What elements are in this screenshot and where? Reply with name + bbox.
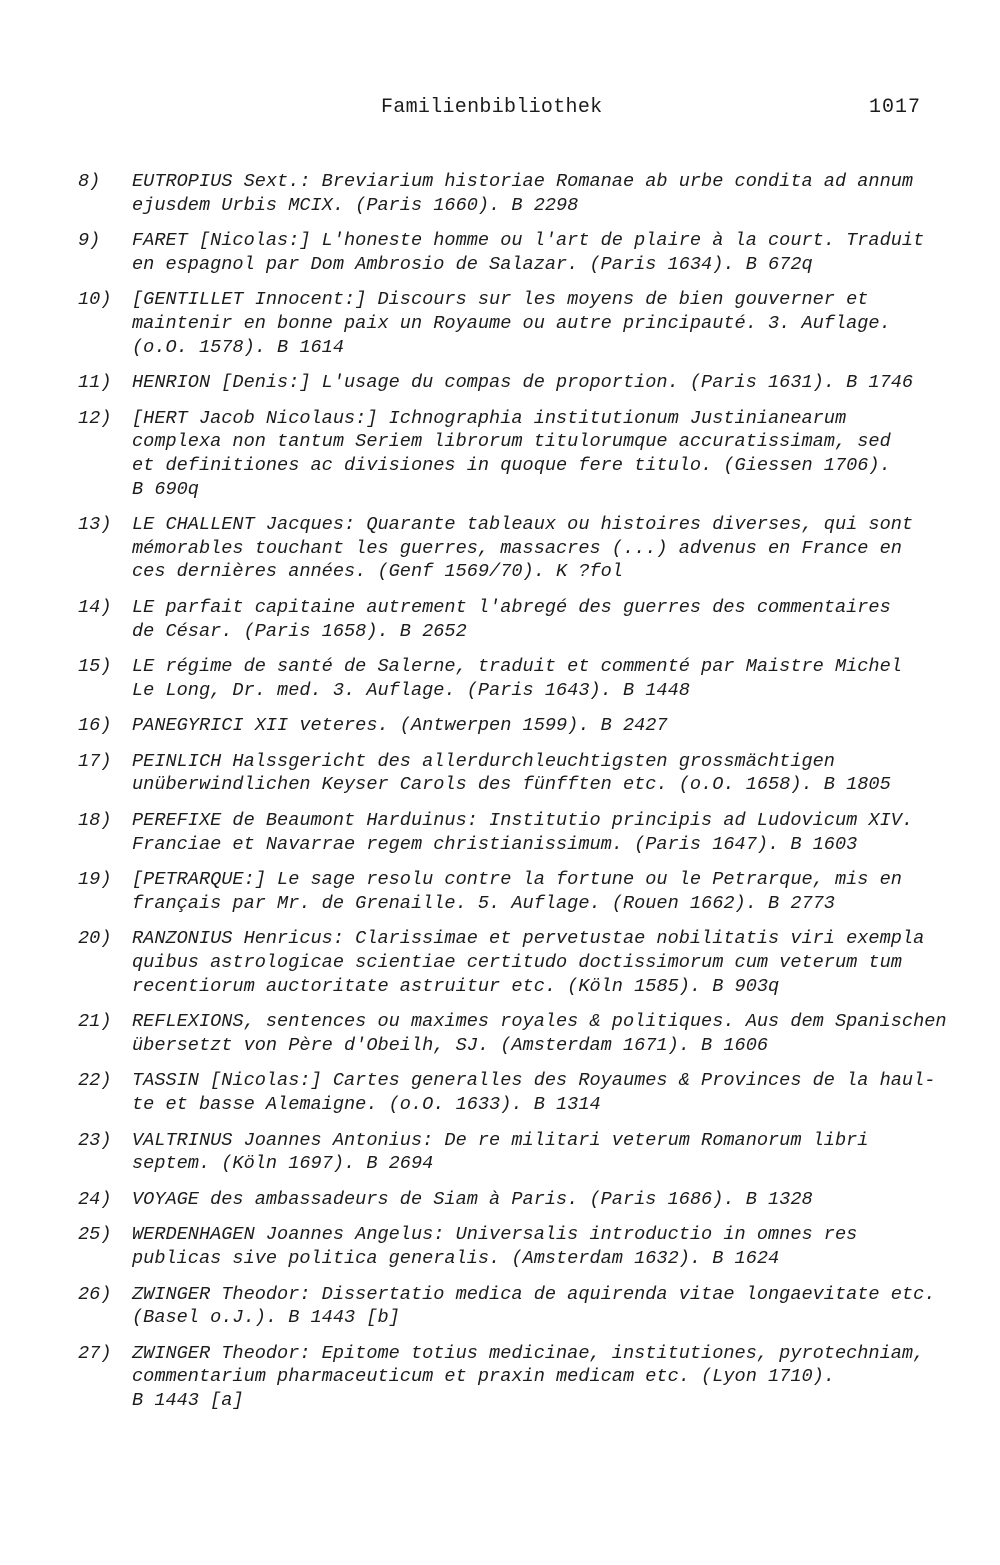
entry-text: EUTROPIUS Sext.: Breviarium historiae Romanae ab urbe condita ad annum ejusdem Urbis MCIX. (Paris 1660). B 2298: [132, 171, 914, 216]
entry-number: 21): [78, 1011, 112, 1033]
entry-text: TASSIN [Nicolas:] Cartes generalles des Royaumes & Provinces de la haul- te et basse Alemaigne. (o.O. 1633). B 1314: [132, 1070, 936, 1115]
list-item: [0, 1188, 1000, 1212]
entry-number: 10): [78, 289, 112, 311]
entry-text: ZWINGER Theodor: Dissertatio medica de aquirenda vitae longaevitate etc. (Basel o.J.). B 1443 [b]: [132, 1283, 936, 1329]
entry-text: [HERT Jacob Nicolaus:] Ichnographia institutionum Justinianearum complexa non tantum Seriem librorum titulorumque accuratissimam, sed et definitiones ac divisiones in quoque fere titulo. (Giessen 1706). B 690q: [132, 407, 891, 500]
entry-text: ZWINGER Theodor: Epitome totius medicinae, institutiones, pyrotechniam, commentarium pharmaceuticum et praxin medicam etc. (Lyon 1710). B 1443 [a]: [132, 1342, 925, 1411]
entry-number: 15): [78, 656, 112, 678]
entry-text: VOYAGE des ambassadeurs de Siam à Paris. (Paris 1686). B 1328: [132, 1188, 813, 1210]
list-item: [0, 1342, 1000, 1413]
entry-number: 23): [78, 1129, 112, 1151]
list-item: [0, 868, 1000, 915]
entry-number: 13): [78, 514, 112, 536]
entry-text: WERDENHAGEN Joannes Angelus: Universalis introductio in omnes res publicas sive politica generalis. (Amsterdam 1632). B 1624: [132, 1224, 858, 1269]
list-item: [0, 1129, 1000, 1176]
list-item: [0, 1283, 1000, 1330]
entry-text: PEREFIXE de Beaumont Harduinus: Institutio principis ad Ludovicum XIV. Franciae et Navarrae regem christianissimum. (Paris 1647). B 1603: [132, 810, 914, 855]
entry-number: 22): [78, 1070, 112, 1092]
entry-text: HENRION [Denis:] L'usage du compas de proportion. (Paris 1631). B 1746: [132, 372, 914, 394]
list-item: [0, 371, 1000, 395]
entry-text: VALTRINUS Joannes Antonius: De re militari veterum Romanorum libri septem. (Köln 1697). B 2694: [132, 1129, 869, 1175]
entry-text: [PETRARQUE:] Le sage resolu contre la fortune ou le Petrarque, mis en français par Mr. de Grenaille. 5. Auflage. (Rouen 1662). B 2773: [132, 869, 902, 914]
list-item: [0, 1010, 1000, 1057]
list-item: [0, 809, 1000, 856]
list-item: [0, 513, 1000, 584]
entry-number: 9): [78, 230, 101, 252]
entry-text: PANEGYRICI XII veteres. (Antwerpen 1599). B 2427: [132, 715, 668, 737]
list-item: [0, 229, 1000, 276]
bibliography-list: [0, 170, 1000, 1413]
entry-number: 8): [78, 171, 101, 192]
entry-number: 24): [78, 1188, 112, 1210]
list-item: [0, 655, 1000, 702]
entry-number: 26): [78, 1283, 112, 1305]
page-number: 1017: [869, 96, 922, 119]
list-item: [0, 170, 1000, 217]
entry-number: 27): [78, 1342, 112, 1364]
entry-text: LE CHALLENT Jacques: Quarante tableaux ou histoires diverses, qui sont mémorables touchant les guerres, massacres (...) advenus en France en ces dernières années. (Genf 1569/70). K ?fol: [132, 514, 914, 583]
entry-text: PEINLICH Halssgericht des allerdurchleuchtigsten grossmächtigen unüberwindlichen Keyser Carols des fünfften etc. (o.O. 1658). B 1805: [132, 750, 891, 796]
entry-number: 11): [78, 372, 112, 394]
entry-number: 16): [78, 715, 112, 737]
entry-text: REFLEXIONS, sentences ou maximes royales & politiques. Aus dem Spanischen übersetzt von Père d'Obeilh, SJ. (Amsterdam 1671). B 1606: [132, 1011, 947, 1056]
entry-number: 25): [78, 1224, 112, 1246]
page-title: Familienbibliothek: [381, 96, 603, 119]
list-item: [0, 1069, 1000, 1116]
entry-text: LE parfait capitaine autrement l'abregé des guerres des commentaires de César. (Paris 1658). B 2652: [132, 596, 891, 642]
running-head: [0, 96, 1000, 122]
list-item: [0, 927, 1000, 998]
entry-text: RANZONIUS Henricus: Clarissimae et pervetustae nobilitatis viri exempla quibus astrologicae scientiae certitudo doctissimorum cum veterum tum recentiorum auctoritate astruitur etc. (Köln 1585). B 903q: [132, 928, 925, 997]
list-item: [0, 1223, 1000, 1270]
entry-number: 19): [78, 869, 112, 891]
entry-text: LE régime de santé de Salerne, traduit et commenté par Maistre Michel Le Long, Dr. med. 3. Auflage. (Paris 1643). B 1448: [132, 656, 902, 701]
entry-number: 17): [78, 750, 112, 772]
list-item: [0, 714, 1000, 738]
entry-text: [GENTILLET Innocent:] Discours sur les moyens de bien gouverner et maintenir en bonne paix un Royaume ou autre principauté. 3. Auflage. (o.O. 1578). B 1614: [132, 289, 891, 358]
entry-number: 20): [78, 928, 112, 950]
entry-number: 12): [78, 407, 112, 429]
list-item: [0, 288, 1000, 359]
list-item: [0, 596, 1000, 643]
list-item: [0, 750, 1000, 797]
list-item: [0, 407, 1000, 501]
entry-number: 14): [78, 596, 112, 618]
entry-number: 18): [78, 810, 112, 832]
entry-text: FARET [Nicolas:] L'honeste homme ou l'art de plaire à la court. Traduit en espagnol par Dom Ambrosio de Salazar. (Paris 1634). B 672q: [132, 230, 925, 275]
